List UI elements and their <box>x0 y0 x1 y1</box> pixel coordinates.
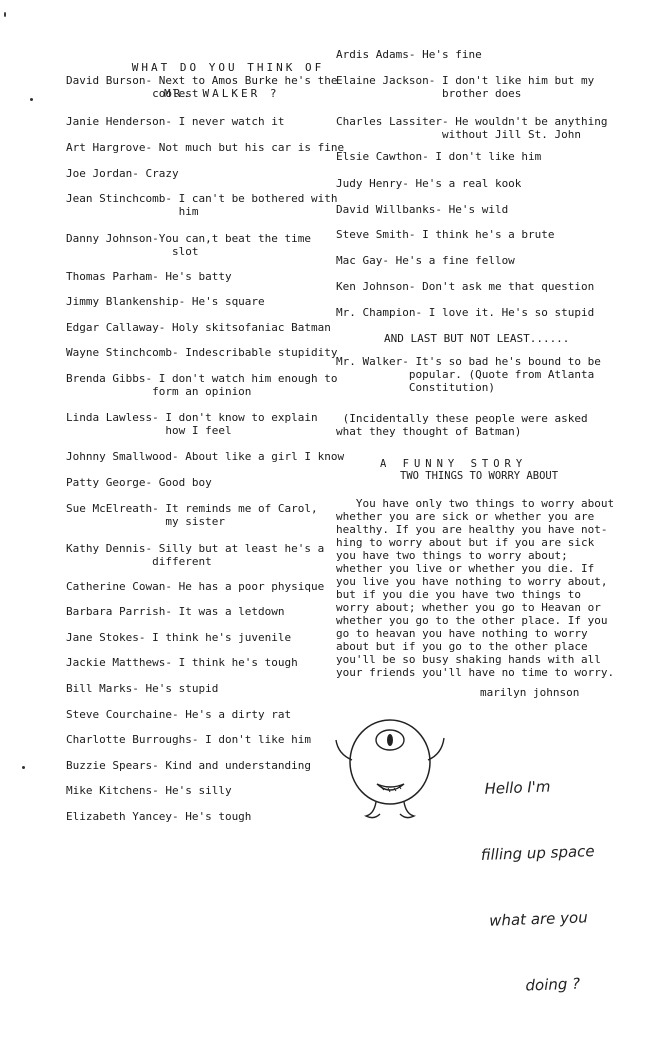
margin-speck <box>30 98 33 101</box>
list-item: Bill Marks- He's stupid <box>66 682 219 695</box>
list-item: Mr. Champion- I love it. He's so stupid <box>336 306 595 319</box>
story-title: A FUNNY STORY <box>380 458 528 470</box>
story-line: your friends you'll have no time to worry. <box>336 666 615 679</box>
list-item: Janie Henderson- I never watch it <box>66 115 285 128</box>
survey-heading-line2: MR. WALKER ? <box>164 87 280 100</box>
list-item: Elizabeth Yancey- He's tough <box>66 810 252 823</box>
list-item: Barbara Parrish- It was a letdown <box>66 605 285 618</box>
story-line: you have two things to worry about; <box>336 549 568 562</box>
story-line: you live you have nothing to worry about, <box>336 575 608 588</box>
story-line: whether you live or whether you die. If <box>336 562 595 575</box>
list-item: Buzzie Spears- Kind and understanding <box>66 759 312 772</box>
margin-speck <box>4 12 6 17</box>
handwritten-note: Hello I'm filling up space what are you doing ? <box>480 777 595 995</box>
list-item: Patty George- Good boy <box>66 476 212 489</box>
story-line: whether you are sick or whether you are <box>336 510 595 523</box>
story-line: whether you go to the other place. If you <box>336 614 608 627</box>
cyclops-doodle-icon <box>332 710 452 822</box>
list-item: Charlotte Burroughs- I don't like him <box>66 733 312 746</box>
list-item: Catherine Cowan- He has a poor physique <box>66 580 325 593</box>
list-item: Jackie Matthews- I think he's tough <box>66 656 298 669</box>
list-item: Art Hargrove- Not much but his car is fine <box>66 141 345 154</box>
list-item: Edgar Callaway- Holy skitsofaniac Batman <box>66 321 331 334</box>
list-item: Jean Stinchcomb- I can't be bothered with him <box>66 192 338 218</box>
story-line: about but if you go to the other place <box>336 640 588 653</box>
last-heading: AND LAST BUT NOT LEAST...... <box>384 332 570 345</box>
list-item: Thomas Parham- He's batty <box>66 270 232 283</box>
list-item: Linda Lawless- I don't know to explain how I feel <box>66 411 318 437</box>
list-item: Judy Henry- He's a real kook <box>336 177 522 190</box>
list-item: Elaine Jackson- I don't like him but my brother does <box>336 74 595 100</box>
list-item: Steve Smith- I think he's a brute <box>336 228 555 241</box>
story-line: you'll be so busy shaking hands with all <box>336 653 601 666</box>
survey-heading-line1: WHAT DO YOU THINK OF <box>131 61 325 74</box>
list-item: Jane Stokes- I think he's juvenile <box>66 631 292 644</box>
list-item: Charles Lassiter- He wouldn't be anything without Jill St. John <box>336 115 608 141</box>
story-author: marilyn johnson <box>480 686 580 699</box>
story-line: go to heavan you have nothing to worry <box>336 627 588 640</box>
walker-quote: Mr. Walker- It's so bad he's bound to be popular. (Quote from Atlanta Constitution) <box>336 355 601 394</box>
story-line: but if you die you have two things to <box>336 588 582 601</box>
list-item: Steve Courchaine- He's a dirty rat <box>66 708 292 721</box>
story-body <box>336 497 614 679</box>
list-item: Sue McElreath- It reminds me of Carol, my sister <box>66 502 318 528</box>
list-item: Mike Kitchens- He's silly <box>66 784 232 797</box>
list-item: Danny Johnson-You can,t beat the time slot <box>66 232 312 258</box>
story-line: healthy. If you are healthy you have not- <box>336 523 608 536</box>
list-item: Joe Jordan- Crazy <box>66 167 179 180</box>
list-item: Kathy Dennis- Silly but at least he's a different <box>66 542 325 568</box>
list-item: Ardis Adams- He's fine <box>336 48 482 61</box>
story-line: You have only two things to worry about <box>336 497 615 510</box>
list-item: Brenda Gibbs- I don't watch him enough to form an opinion <box>66 372 338 398</box>
list-item: David Willbanks- He's wild <box>336 203 509 216</box>
list-item: Jimmy Blankenship- He's square <box>66 295 265 308</box>
list-item: David Burson- Next to Amos Burke he's the coolest <box>66 74 338 100</box>
list-item: Johnny Smallwood- About like a girl I know <box>66 450 345 463</box>
list-item: Ken Johnson- Don't ask me that question <box>336 280 595 293</box>
margin-speck <box>22 766 25 769</box>
batman-note: (Incidentally these people were asked what they thought of Batman) <box>336 412 588 438</box>
list-item: Mac Gay- He's a fine fellow <box>336 254 515 267</box>
list-item: Wayne Stinchcomb- Indescribable stupidity <box>66 346 338 359</box>
story-line: worry about; whether you go to Heavan or <box>336 601 601 614</box>
story-subtitle: TWO THINGS TO WORRY ABOUT <box>400 470 559 482</box>
story-line: hing to worry about but if you are sick <box>336 536 595 549</box>
list-item: Elsie Cawthon- I don't like him <box>336 150 542 163</box>
